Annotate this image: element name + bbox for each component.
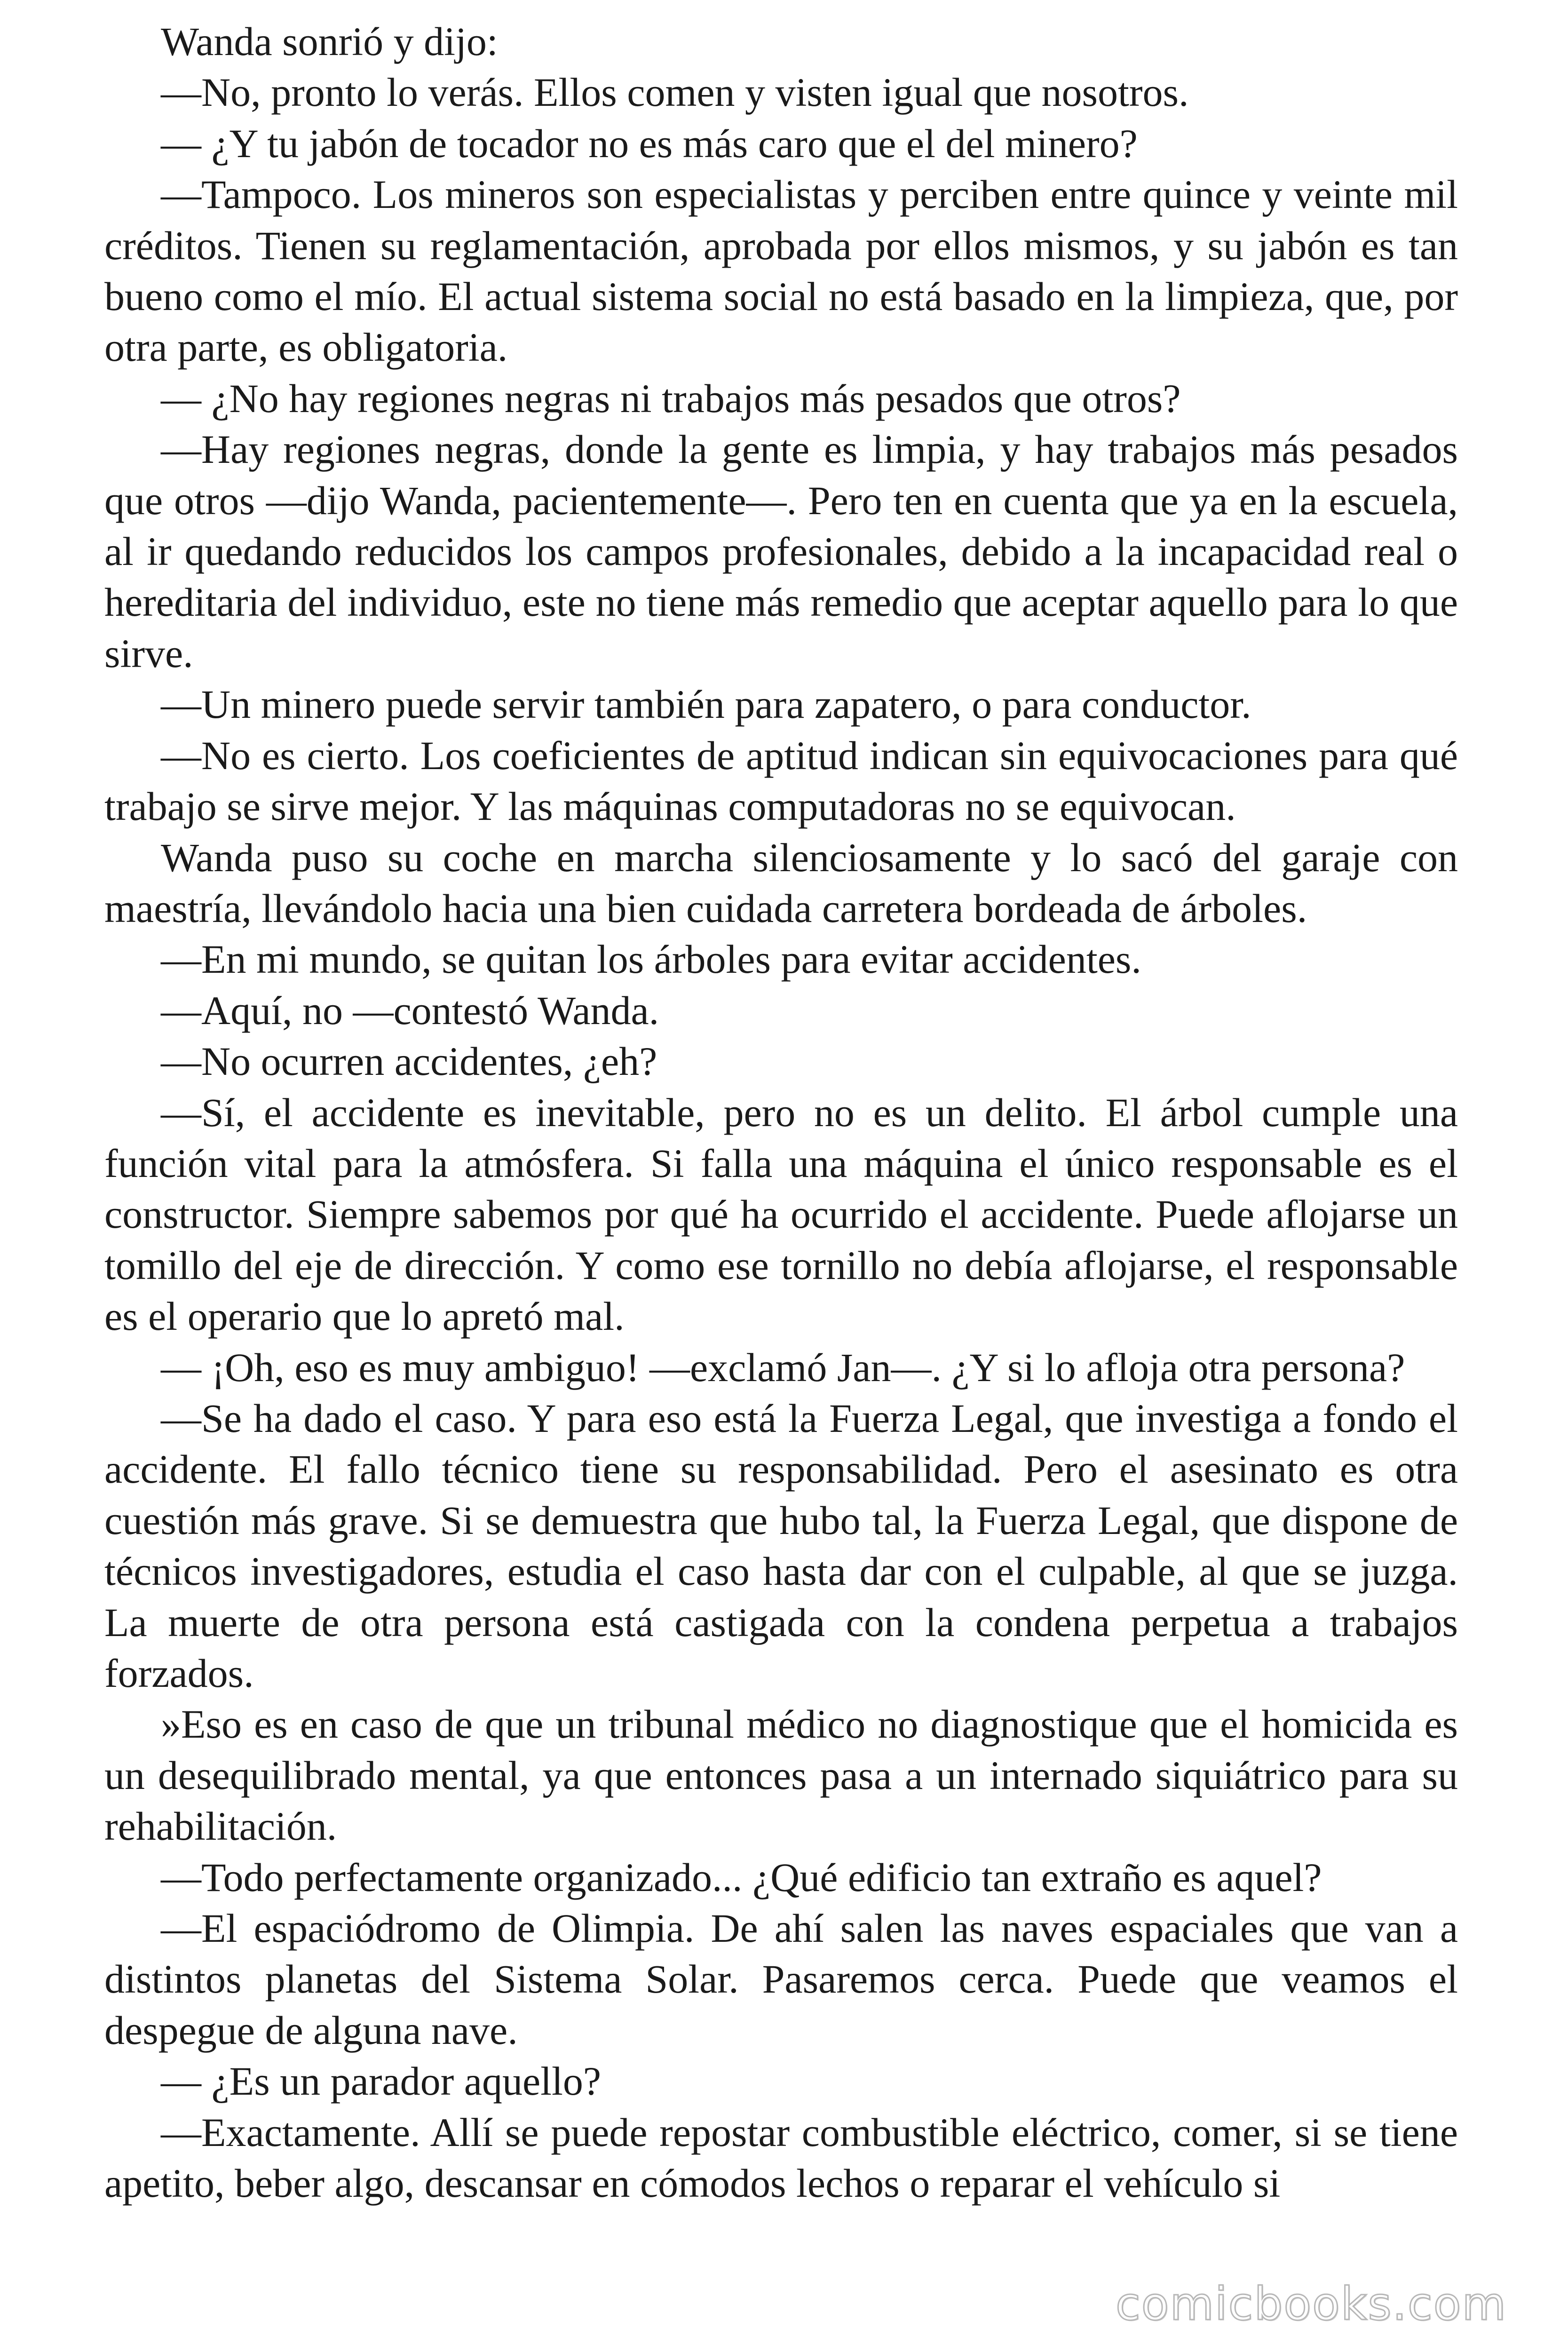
paragraph: —En mi mundo, se quitan los árboles para evitar accidentes. <box>161 937 1141 982</box>
paragraph: —Aquí, no —contestó Wanda. <box>161 987 659 1033</box>
paragraph: — ¿No hay regiones negras ni trabajos más pesados que otros? <box>161 375 1181 421</box>
paragraph: —No ocurren accidentes, ¿eh? <box>161 1039 657 1084</box>
paragraph: —El espaciódromo de Olimpia. De ahí salen las naves espaciales que van a distintos planetas del Sistema Solar. Pasaremos cerca. Puede que veamos el despegue de alguna nave. <box>104 1906 1458 2053</box>
paragraph: Wanda sonrió y dijo: <box>161 19 498 64</box>
book-page <box>104 16 1458 2340</box>
paragraph: — ¿Y tu jabón de tocador no es más caro que el del minero? <box>161 120 1138 166</box>
paragraph: Wanda puso su coche en marcha silenciosamente y lo sacó del garaje con maestría, llevándolo hacia una bien cuidada carretera bordeada de árboles. <box>104 834 1458 931</box>
paragraph: — ¡Oh, eso es muy ambiguo! —exclamó Jan—. ¿Y si lo afloja otra persona? <box>161 1344 1405 1390</box>
paragraph: —Tampoco. Los mineros son especialistas y perciben entre quince y veinte mil créditos. Tienen su reglamentación, aprobada por ellos mismos, y su jabón es tan bueno como el mío. El actual sistema social no está basado en la limpieza, que, por otra parte, es obligatoria. <box>104 172 1458 370</box>
watermark-logo: comicbooks.com <box>1115 2278 1507 2330</box>
paragraph: —Se ha dado el caso. Y para eso está la Fuerza Legal, que investiga a fondo el accidente. El fallo técnico tiene su responsabilidad. Pero el asesinato es otra cuestión más grave. Si se demuestra que hubo tal, la Fuerza Legal, que dispone de técnicos investigadores, estudia el caso hasta dar con el culpable, al que se juzga. La muerte de otra persona está castigada con la condena perpetua a trabajos forzados. <box>104 1395 1458 1696</box>
paragraph: —No es cierto. Los coeficientes de aptitud indican sin equivocaciones para qué trabajo se sirve mejor. Y las máquinas computadoras no se equivocan. <box>104 732 1458 829</box>
paragraph: — ¿Es un parador aquello? <box>161 2058 602 2104</box>
paragraph: —No, pronto lo verás. Ellos comen y visten igual que nosotros. <box>161 70 1189 115</box>
paragraph: —Todo perfectamente organizado... ¿Qué edificio tan extraño es aquel? <box>161 1854 1322 1900</box>
paragraph: —Un minero puede servir también para zapatero, o para conductor. <box>161 682 1251 727</box>
paragraph: —Hay regiones negras, donde la gente es limpia, y hay trabajos más pesados que otros —dijo Wanda, pacientemente—. Pero ten en cuenta que ya en la escuela, al ir quedando reducidos los campos profesionales, debido a la incapacidad real o hereditaria del individuo, este no tiene más remedio que aceptar aquello para lo que sirve. <box>104 427 1458 676</box>
paragraph: —Exactamente. Allí se puede repostar combustible eléctrico, comer, si se tiene apetito, beber algo, descansar en cómodos lechos o reparar el vehículo si <box>104 2109 1458 2206</box>
paragraph: »Eso es en caso de que un tribunal médico no diagnostique que el homicida es un desequilibrado mental, ya que entonces pasa a un internado siquiátrico para su rehabilitación. <box>104 1701 1458 1849</box>
paragraph: —Sí, el accidente es inevitable, pero no es un delito. El árbol cumple una función vital para la atmósfera. Si falla una máquina el único responsable es el constructor. Siempre sabemos por qué ha ocurrido el accidente. Puede aflojarse un tomillo del eje de dirección. Y como ese tornillo no debía aflojarse, el responsable es el operario que lo apretó mal. <box>104 1089 1458 1339</box>
